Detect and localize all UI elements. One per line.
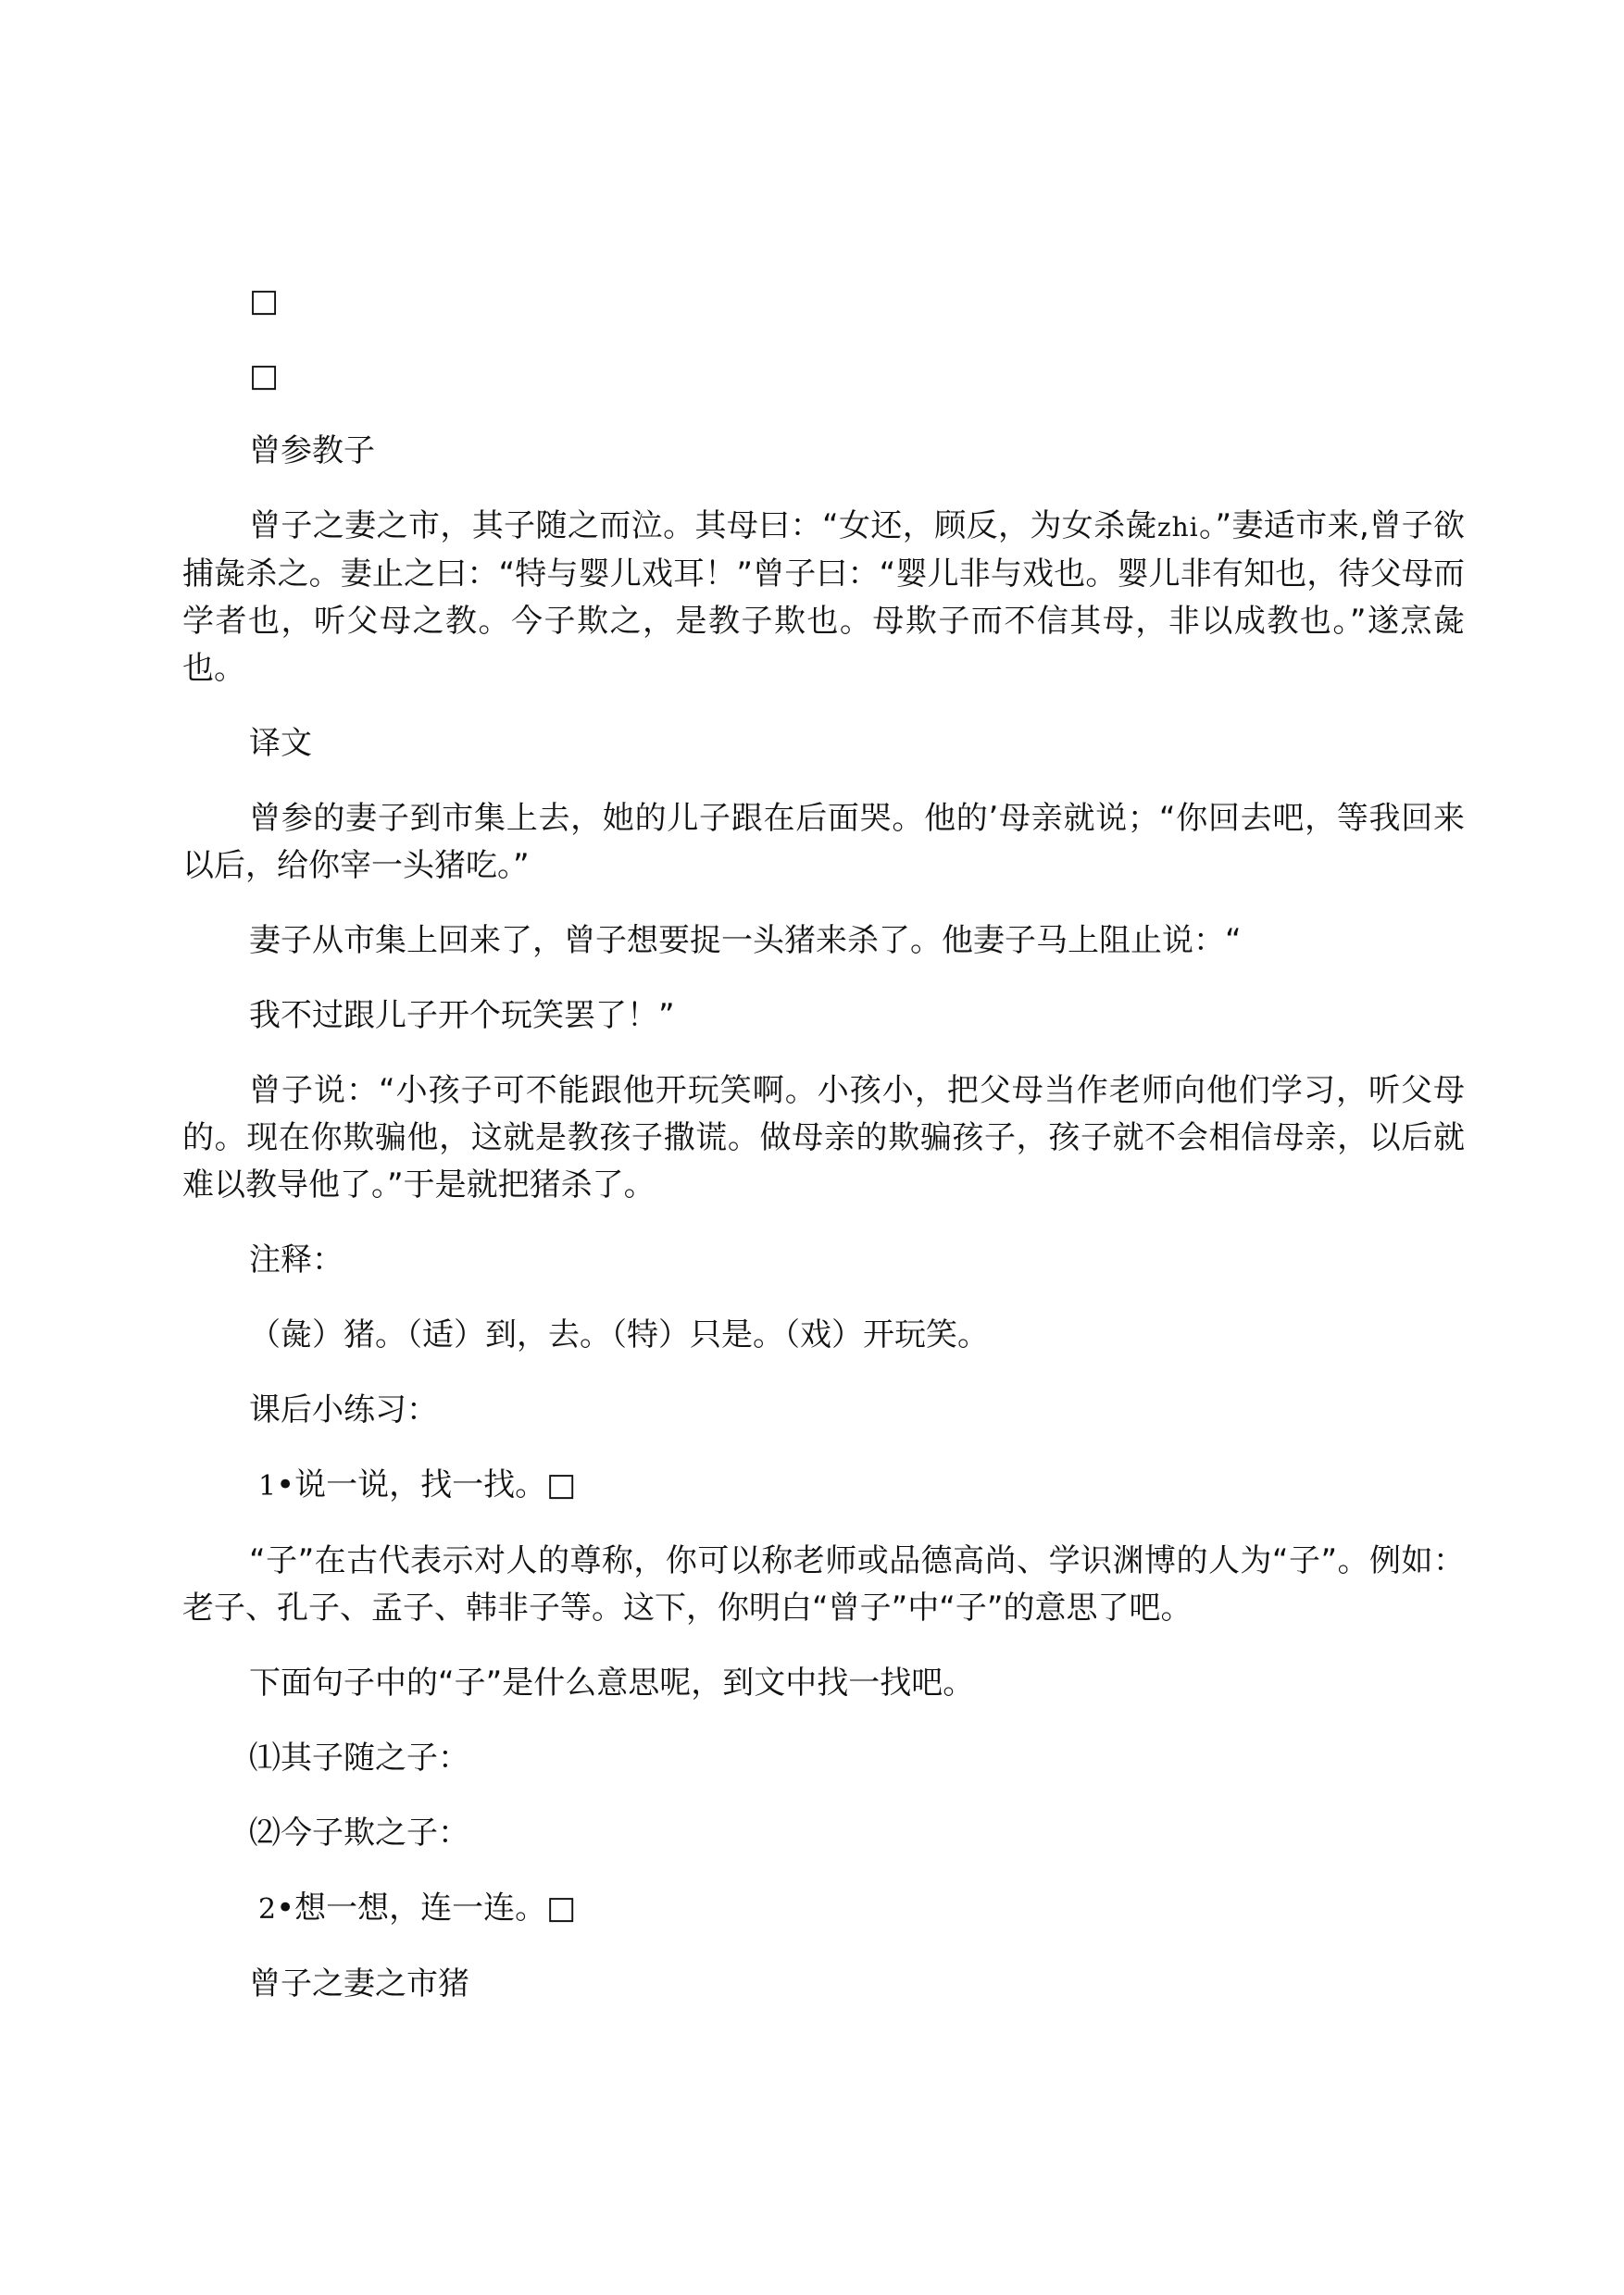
question-2-number: 2 xyxy=(258,1893,277,1926)
question-1-item-1: ⑴其子随之子： xyxy=(249,1740,469,1777)
question-1 xyxy=(182,1462,1465,1510)
question-1-text: •说一说，找一找。□ xyxy=(276,1466,577,1503)
question-1-item-2: ⑵今子欺之子： xyxy=(249,1815,469,1852)
matching-line: 曾子之妻之市猪 xyxy=(249,1965,469,2002)
translation-paragraph-4: 曾子说：“小孩子可不能跟他开玩笑啊。小孩小，把父母当作老师向他们学习，听父母的。现在你欺骗他，这就是教孩子撒谎。做母亲的欺骗孩子，孩子就不会相信母亲，以后就难以教导他了。”于是就把猪杀了。 xyxy=(182,1072,1465,1204)
original-text xyxy=(182,503,1465,692)
original-text-part-2: 。”妻适市来,曾子欲捕彘杀之。妻止之曰：“特与婴儿戏耳！”曾子曰：“婴儿非与戏也。婴儿非有知也，待父母而学者也，听父母之教。今子欺之，是教子欺也。母欺子而不信其母，非以成教也。”遂烹彘也。 xyxy=(182,507,1465,687)
placeholder-box-2: □ xyxy=(249,357,280,394)
question-1-prompt: 下面句子中的“子”是什么意思呢，到文中找一找吧。 xyxy=(249,1665,975,1702)
translation-heading: 译文 xyxy=(249,725,312,762)
question-1-paragraph: “子”在古代表示对人的尊称，你可以称老师或品德高尚、学识渊博的人为“子”。例如：老子、孔子、孟子、韩非子等。这下，你明白“曾子”中“子”的意思了吧。 xyxy=(182,1542,1465,1627)
translation-paragraph-3: 我不过跟儿子开个玩笑罢了！” xyxy=(249,997,675,1034)
notes-text: （彘）猪。（适）到，去。（特）只是。（戏）开玩笑。 xyxy=(249,1316,989,1353)
original-text-part-1: 曾子之妻之市，其子随之而泣。其母曰：“女还，顾反，为女杀彘 xyxy=(249,507,1157,544)
translation-paragraph-1: 曾参的妻子到市集上去，她的儿子跟在后面哭。他的’母亲就说；“你回去吧，等我回来以后，给你宰一头猪吃。” xyxy=(182,800,1465,884)
placeholder-box-1: □ xyxy=(249,282,280,319)
translation-paragraph-2: 妻子从市集上回来了，曾子想要捉一头猪来杀了。他妻子马上阻止说：“ xyxy=(249,922,1242,959)
notes-heading: 注释： xyxy=(249,1241,344,1278)
question-2 xyxy=(182,1885,1465,1933)
question-2-text: •想一想，连一连。□ xyxy=(276,1890,577,1927)
document-title: 曾参教子 xyxy=(249,432,375,469)
document-body xyxy=(182,278,1465,2036)
pinyin-annotation: zhi xyxy=(1156,512,1199,543)
exercise-heading: 课后小练习： xyxy=(249,1391,438,1428)
question-1-number: 1 xyxy=(258,1470,277,1503)
